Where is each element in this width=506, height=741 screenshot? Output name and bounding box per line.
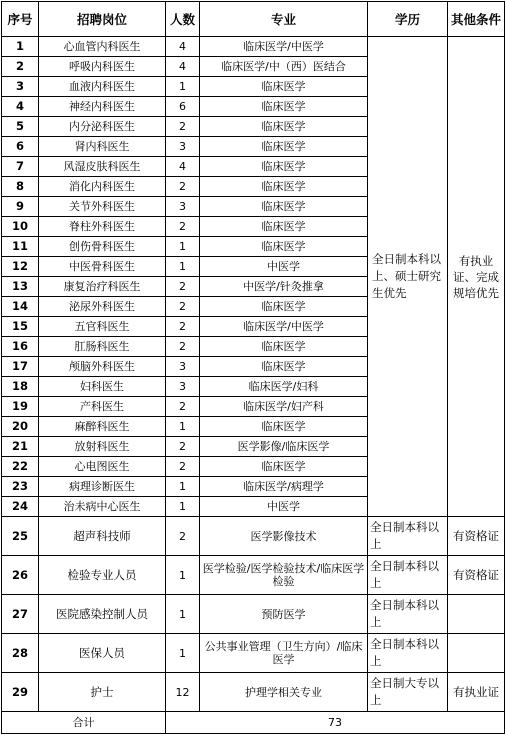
position-cell: 消化内科医生 (39, 177, 166, 197)
table-row (2, 595, 505, 634)
seq-cell: 3 (2, 77, 39, 97)
count-cell: 2 (166, 457, 200, 477)
header-count: 人数 (166, 2, 200, 37)
major-cell: 临床医学/中医学 (200, 317, 368, 337)
table-row (2, 517, 505, 556)
major-cell: 预防医学 (200, 595, 368, 634)
header-seq: 序号 (2, 2, 39, 37)
major-cell: 临床医学 (200, 117, 368, 137)
position-cell: 心血管内科医生 (39, 37, 166, 57)
major-cell: 临床医学/妇科 (200, 377, 368, 397)
count-cell: 2 (166, 217, 200, 237)
seq-cell: 27 (2, 595, 39, 634)
position-cell: 病理诊断医生 (39, 477, 166, 497)
education-cell: 全日制本科以上 (368, 634, 448, 673)
other-cell: 有执业证 (448, 673, 505, 712)
group-other-cell: 有执业证、完成规培优先 (448, 37, 505, 517)
major-cell: 医学检验/医学检验技术/临床医学检验 (200, 556, 368, 595)
major-cell: 临床医学 (200, 417, 368, 437)
total-row (2, 712, 505, 734)
header-position: 招聘岗位 (39, 2, 166, 37)
other-cell (448, 595, 505, 634)
seq-cell: 14 (2, 297, 39, 317)
count-cell: 1 (166, 417, 200, 437)
header-other: 其他条件 (448, 2, 505, 37)
count-cell: 1 (166, 634, 200, 673)
position-cell: 血液内科医生 (39, 77, 166, 97)
seq-cell: 29 (2, 673, 39, 712)
major-cell: 护理学相关专业 (200, 673, 368, 712)
position-cell: 治未病中心医生 (39, 497, 166, 517)
seq-cell: 22 (2, 457, 39, 477)
count-cell: 6 (166, 97, 200, 117)
position-cell: 创伤骨科医生 (39, 237, 166, 257)
total-value: 73 (166, 712, 505, 734)
position-cell: 风湿皮肤科医生 (39, 157, 166, 177)
education-cell: 全日制大专以上 (368, 673, 448, 712)
major-cell: 临床医学 (200, 357, 368, 377)
seq-cell: 19 (2, 397, 39, 417)
table-row (2, 634, 505, 673)
position-cell: 泌尿外科医生 (39, 297, 166, 317)
seq-cell: 1 (2, 37, 39, 57)
group-education-cell: 全日制本科以上、硕士研究生优先 (368, 37, 448, 517)
major-cell: 临床医学 (200, 197, 368, 217)
position-cell: 心电图医生 (39, 457, 166, 477)
position-cell: 放射科医生 (39, 437, 166, 457)
seq-cell: 11 (2, 237, 39, 257)
seq-cell: 12 (2, 257, 39, 277)
position-cell: 脊柱外科医生 (39, 217, 166, 237)
major-cell: 临床医学/中（西）医结合 (200, 57, 368, 77)
seq-cell: 15 (2, 317, 39, 337)
position-cell: 检验专业人员 (39, 556, 166, 595)
major-cell: 医学影像/临床医学 (200, 437, 368, 457)
other-cell (448, 634, 505, 673)
seq-cell: 26 (2, 556, 39, 595)
count-cell: 4 (166, 157, 200, 177)
major-cell: 临床医学 (200, 157, 368, 177)
major-cell: 临床医学 (200, 297, 368, 317)
position-cell: 麻醉科医生 (39, 417, 166, 437)
seq-cell: 13 (2, 277, 39, 297)
seq-cell: 21 (2, 437, 39, 457)
major-cell: 临床医学 (200, 137, 368, 157)
count-cell: 1 (166, 257, 200, 277)
education-cell: 全日制本科以上 (368, 517, 448, 556)
major-cell: 中医学/针灸推拿 (200, 277, 368, 297)
seq-cell: 28 (2, 634, 39, 673)
seq-cell: 7 (2, 157, 39, 177)
position-cell: 肾内科医生 (39, 137, 166, 157)
seq-cell: 20 (2, 417, 39, 437)
position-cell: 超声科技师 (39, 517, 166, 556)
count-cell: 3 (166, 197, 200, 217)
seq-cell: 18 (2, 377, 39, 397)
count-cell: 1 (166, 237, 200, 257)
count-cell: 4 (166, 37, 200, 57)
count-cell: 2 (166, 117, 200, 137)
major-cell: 临床医学 (200, 237, 368, 257)
major-cell: 中医学 (200, 257, 368, 277)
position-cell: 肛肠科医生 (39, 337, 166, 357)
seq-cell: 25 (2, 517, 39, 556)
count-cell: 2 (166, 277, 200, 297)
major-cell: 临床医学/妇产科 (200, 397, 368, 417)
major-cell: 临床医学 (200, 217, 368, 237)
position-cell: 护士 (39, 673, 166, 712)
table-row (2, 37, 505, 57)
count-cell: 1 (166, 497, 200, 517)
other-cell: 有资格证 (448, 556, 505, 595)
count-cell: 2 (166, 437, 200, 457)
major-cell: 临床医学/中医学 (200, 37, 368, 57)
seq-cell: 24 (2, 497, 39, 517)
count-cell: 12 (166, 673, 200, 712)
education-cell: 全日制本科以上 (368, 595, 448, 634)
other-cell: 有资格证 (448, 517, 505, 556)
count-cell: 4 (166, 57, 200, 77)
seq-cell: 23 (2, 477, 39, 497)
position-cell: 产科医生 (39, 397, 166, 417)
total-label: 合计 (2, 712, 166, 734)
count-cell: 3 (166, 377, 200, 397)
count-cell: 2 (166, 177, 200, 197)
major-cell: 医学影像技术 (200, 517, 368, 556)
major-cell: 中医学 (200, 497, 368, 517)
count-cell: 2 (166, 517, 200, 556)
education-cell: 全日制本科以上 (368, 556, 448, 595)
header-major: 专业 (200, 2, 368, 37)
position-cell: 关节外科医生 (39, 197, 166, 217)
count-cell: 2 (166, 337, 200, 357)
seq-cell: 17 (2, 357, 39, 377)
position-cell: 神经内科医生 (39, 97, 166, 117)
position-cell: 康复治疗科医生 (39, 277, 166, 297)
count-cell: 1 (166, 595, 200, 634)
count-cell: 1 (166, 477, 200, 497)
major-cell: 临床医学 (200, 177, 368, 197)
major-cell: 临床医学 (200, 457, 368, 477)
seq-cell: 9 (2, 197, 39, 217)
position-cell: 颅脑外科医生 (39, 357, 166, 377)
recruitment-table (1, 1, 505, 734)
position-cell: 五官科医生 (39, 317, 166, 337)
major-cell: 临床医学/病理学 (200, 477, 368, 497)
count-cell: 3 (166, 357, 200, 377)
seq-cell: 10 (2, 217, 39, 237)
major-cell: 公共事业管理（卫生方向）/临床医学 (200, 634, 368, 673)
count-cell: 1 (166, 77, 200, 97)
table-row (2, 556, 505, 595)
seq-cell: 5 (2, 117, 39, 137)
count-cell: 2 (166, 317, 200, 337)
position-cell: 医保人员 (39, 634, 166, 673)
count-cell: 3 (166, 137, 200, 157)
major-cell: 临床医学 (200, 337, 368, 357)
position-cell: 内分泌科医生 (39, 117, 166, 137)
seq-cell: 6 (2, 137, 39, 157)
count-cell: 2 (166, 397, 200, 417)
table-row (2, 673, 505, 712)
position-cell: 中医骨科医生 (39, 257, 166, 277)
position-cell: 呼吸内科医生 (39, 57, 166, 77)
position-cell: 医院感染控制人员 (39, 595, 166, 634)
count-cell: 1 (166, 556, 200, 595)
seq-cell: 4 (2, 97, 39, 117)
count-cell: 2 (166, 297, 200, 317)
major-cell: 临床医学 (200, 77, 368, 97)
header-row (2, 2, 505, 37)
header-education: 学历 (368, 2, 448, 37)
seq-cell: 16 (2, 337, 39, 357)
major-cell: 临床医学 (200, 97, 368, 117)
position-cell: 妇科医生 (39, 377, 166, 397)
seq-cell: 8 (2, 177, 39, 197)
seq-cell: 2 (2, 57, 39, 77)
